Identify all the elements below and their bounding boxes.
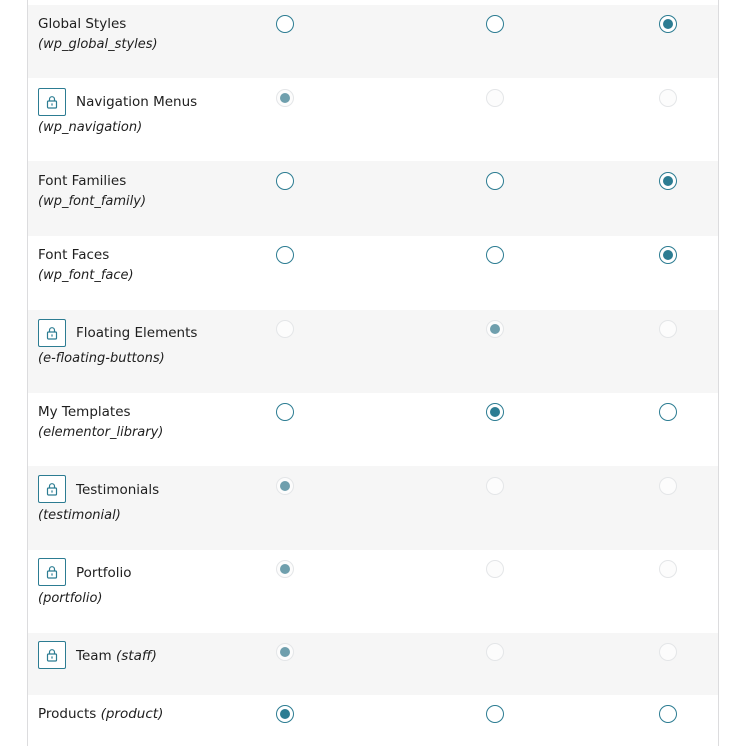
- radio-option-2[interactable]: [486, 705, 504, 723]
- lock-icon: [38, 641, 66, 669]
- list-item: [28, 78, 718, 161]
- radio-option-3[interactable]: [659, 246, 677, 264]
- post-type-label: Floating Elements: [76, 325, 198, 341]
- lock-icon: [38, 319, 66, 347]
- list-item: [28, 550, 718, 633]
- radio-option-3[interactable]: [659, 89, 677, 107]
- radio-option-3[interactable]: [659, 560, 677, 578]
- lock-icon: [38, 88, 66, 116]
- post-type-settings-panel: [27, 0, 719, 746]
- post-type-label: Products: [38, 706, 97, 722]
- radio-option-1[interactable]: [276, 560, 294, 578]
- list-item: [28, 633, 718, 695]
- radio-option-2[interactable]: [486, 172, 504, 190]
- radio-option-2[interactable]: [486, 477, 504, 495]
- list-item: [28, 695, 718, 746]
- list-item: [28, 466, 718, 550]
- radio-option-1[interactable]: [276, 15, 294, 33]
- post-type-slug: (wp_navigation): [38, 120, 143, 135]
- radio-option-1[interactable]: [276, 246, 294, 264]
- list-item: [28, 393, 718, 466]
- post-type-slug: (portfolio): [38, 591, 103, 606]
- post-type-label: Team: [76, 648, 112, 664]
- lock-icon: [38, 475, 66, 503]
- radio-option-1[interactable]: [276, 643, 294, 661]
- radio-option-2[interactable]: [486, 403, 504, 421]
- radio-option-3[interactable]: [659, 643, 677, 661]
- post-type-slug: (elementor_library): [38, 425, 164, 440]
- list-item: [28, 161, 718, 236]
- radio-option-3[interactable]: [659, 403, 677, 421]
- radio-option-2[interactable]: [486, 320, 504, 338]
- radio-option-1[interactable]: [276, 403, 294, 421]
- post-type-slug: (testimonial): [38, 508, 121, 523]
- post-type-slug: (product): [100, 706, 164, 722]
- post-type-slug: (wp_font_family): [38, 194, 147, 209]
- post-type-label: My Templates: [38, 404, 131, 420]
- post-type-slug: (wp_global_styles): [38, 37, 158, 52]
- radio-option-3[interactable]: [659, 320, 677, 338]
- radio-option-2[interactable]: [486, 560, 504, 578]
- list-item: [28, 5, 718, 78]
- post-type-label-with-slug: [76, 648, 157, 664]
- radio-option-1[interactable]: [276, 705, 294, 723]
- post-type-slug: (wp_font_face): [38, 268, 134, 283]
- post-type-label: Font Families: [38, 173, 127, 189]
- lock-icon: [38, 558, 66, 586]
- radio-option-2[interactable]: [486, 643, 504, 661]
- post-type-slug: (e-floating-buttons): [38, 351, 165, 366]
- post-type-slug: (staff): [115, 648, 157, 664]
- list-item: [28, 236, 718, 310]
- post-type-label-with-slug: [38, 706, 163, 722]
- radio-option-2[interactable]: [486, 246, 504, 264]
- radio-option-2[interactable]: [486, 89, 504, 107]
- radio-option-3[interactable]: [659, 172, 677, 190]
- post-type-label: Navigation Menus: [76, 94, 198, 110]
- radio-option-1[interactable]: [276, 89, 294, 107]
- radio-option-1[interactable]: [276, 172, 294, 190]
- post-type-label: Global Styles: [38, 16, 127, 32]
- post-type-label: Font Faces: [38, 247, 110, 263]
- post-type-label: Portfolio: [76, 565, 132, 581]
- radio-option-3[interactable]: [659, 15, 677, 33]
- list-item: [28, 310, 718, 393]
- radio-option-1[interactable]: [276, 320, 294, 338]
- radio-option-3[interactable]: [659, 705, 677, 723]
- radio-option-2[interactable]: [486, 15, 504, 33]
- radio-option-3[interactable]: [659, 477, 677, 495]
- post-type-label: Testimonials: [76, 482, 160, 498]
- radio-option-1[interactable]: [276, 477, 294, 495]
